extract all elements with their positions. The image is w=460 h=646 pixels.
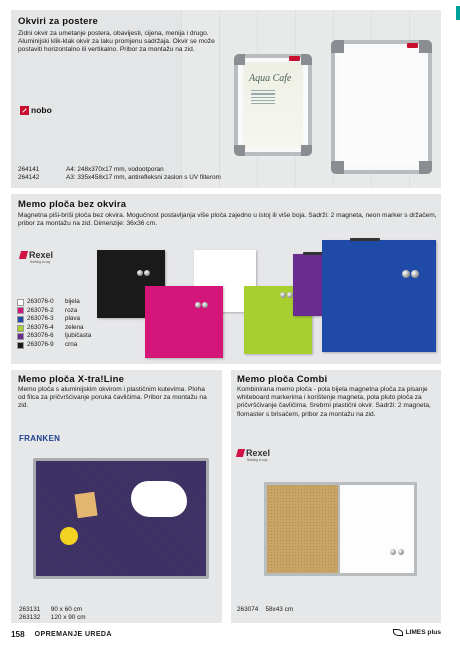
felt-board-image bbox=[33, 458, 209, 579]
rexel-logo-icon bbox=[236, 449, 245, 457]
combi-memo-panel bbox=[231, 370, 441, 623]
rexel-logo: Rexel Nothing to say bbox=[20, 250, 53, 264]
poster-image: Aqua Cafe bbox=[243, 62, 303, 148]
variant-row: 263076-3 plava bbox=[17, 315, 91, 324]
variant-row: 263076-4 zelena bbox=[17, 324, 91, 333]
cork-half bbox=[267, 485, 338, 573]
spec-row: 263132 120 x 90 cm bbox=[19, 614, 86, 621]
color-chip bbox=[17, 342, 24, 349]
product-specs bbox=[18, 166, 221, 182]
spec-row: 264141 A4: 248x370x17 mm, vodootporan bbox=[18, 166, 164, 173]
rexel-logo-icon bbox=[19, 251, 28, 259]
spec-row: 263131 90 x 60 cm bbox=[19, 606, 83, 613]
rexel-logo: Rexel Nothing to say bbox=[237, 448, 270, 462]
poster-frame-small bbox=[234, 54, 312, 156]
nobo-tag-icon bbox=[289, 56, 300, 61]
smiley-note bbox=[60, 527, 78, 545]
page-footer bbox=[11, 628, 441, 640]
panel-title: Memo ploča X-tra!Line bbox=[18, 374, 125, 385]
color-chip bbox=[17, 333, 24, 340]
variant-row: 263076-9 crna bbox=[17, 341, 91, 350]
product-specs: 263074 58x43 cm bbox=[237, 606, 294, 613]
variant-row: 263076-6 ljubičasta bbox=[17, 332, 91, 341]
leaf-icon bbox=[393, 629, 403, 636]
combi-board-image bbox=[264, 482, 417, 576]
section-title: OPREMANJE UREDA bbox=[34, 630, 112, 638]
section-tab bbox=[456, 6, 460, 20]
color-variants bbox=[17, 298, 91, 350]
limes-logo: LIMES plus bbox=[393, 629, 441, 636]
poster-frames-panel bbox=[11, 10, 441, 188]
panel-title: Memo ploča Combi bbox=[237, 374, 328, 385]
variant-row: 263076-0 bijela bbox=[17, 298, 91, 307]
poster-frame-large bbox=[331, 40, 432, 174]
color-chip bbox=[17, 299, 24, 306]
nobo-logo-icon bbox=[20, 106, 29, 115]
sticky-note bbox=[74, 492, 97, 519]
spec-row: 264142 A3: 335x458x17 mm, antirefleksni zaslon s UV filterom bbox=[18, 174, 221, 181]
panel-title: Memo ploča bez okvira bbox=[18, 199, 127, 210]
variant-row: 263076-2 roza bbox=[17, 307, 91, 316]
page-number: 158 bbox=[11, 629, 25, 639]
board-blue bbox=[322, 240, 436, 352]
panel-title: Okviri za postere bbox=[18, 16, 98, 27]
panel-description: Memo ploča s aluminijskim okvirom i plastičnim kutevima. Ploha od filca za pričvršćivanje poruka čavličima. Pribor za montažu na zid. bbox=[18, 386, 207, 410]
xtraline-memo-panel bbox=[11, 370, 222, 623]
product-specs bbox=[19, 606, 86, 622]
board-pink bbox=[145, 286, 223, 358]
color-chip bbox=[17, 307, 24, 314]
note-cloud bbox=[131, 481, 187, 517]
blank-poster bbox=[340, 48, 423, 166]
frameless-memo-panel bbox=[11, 194, 441, 364]
nobo-tag-icon bbox=[407, 43, 418, 48]
panel-description: Kombinirana memo ploča - pola bijela magnetna ploča za pisanje whiteboard markerima i korištenje magneta, pola pluto ploča za pričvršćivanje čavličima. Srebrni plastični okvir. Sadrži: 2 magneta, flomaster s brisačem, pribor za montažu na zid. bbox=[237, 386, 431, 418]
whiteboard-half bbox=[338, 485, 414, 573]
panel-description: Magnetna piši-briši ploča bez okvira. Mogućnost postavljanja više ploča zajedno u istoj ili više boja. Sadrži: 2 magneta, neon marker s držačem, pribor za montažu na zid. Dimenzije: 36x36 cm. bbox=[18, 212, 437, 228]
franken-logo: FRANKEN bbox=[19, 434, 61, 443]
nobo-logo: nobo bbox=[20, 105, 52, 115]
color-chip bbox=[17, 316, 24, 323]
color-chip bbox=[17, 325, 24, 332]
panel-description: Zidni okvir za umetanje postera, obavijesti, cijena, menija i drugo. Aluminijski klik-klak okvir za laku promjenu sadržaja. Okvir se može postaviti horizontalno ili vertikalno. Pribor za montažu na zid. bbox=[18, 30, 215, 54]
